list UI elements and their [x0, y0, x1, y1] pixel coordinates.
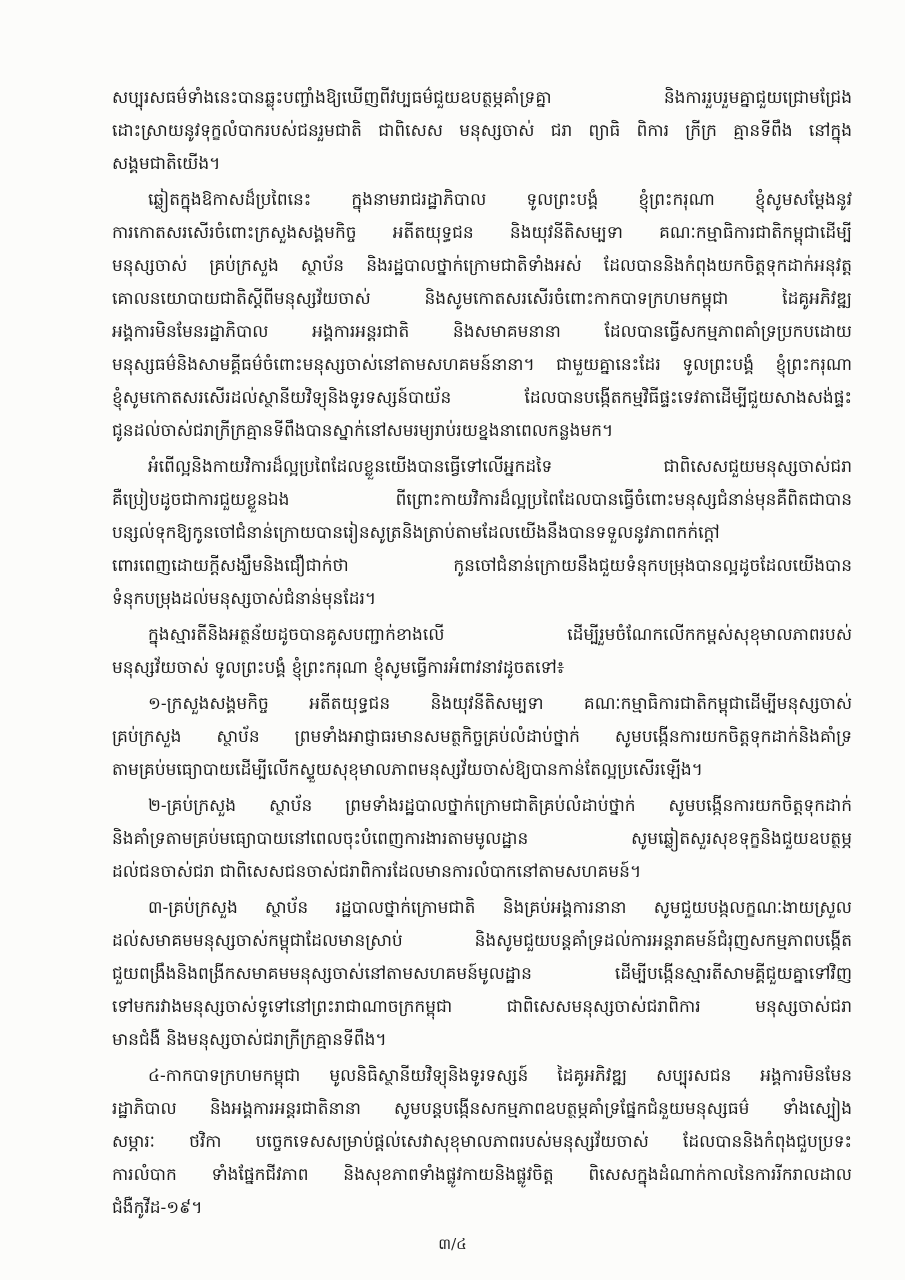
text-line: សប្បុរសធម៌ទាំងនេះបានឆ្លុះបញ្ចាំងឱ្យឃើញពីវប្បធម៌ជួយឧបត្ថម្ភគាំទ្រគ្នា និងការរួបរួមគ្នាជួយជ្រោមជ្រែង — [112, 88, 852, 108]
text-line: ក្នុងស្មារតីនិងអត្ថន័យដូចបានគូសបញ្ជាក់ខាងលើ ដើម្បីរួមចំណែកលើកកម្ពស់សុខុមាលភាពរបស់ — [148, 625, 852, 645]
text-line: មនុស្សវ័យចាស់ ទូលព្រះបង្គំ ខ្ញុំព្រះករុណា ខ្ញុំសូមធ្វើការអំពាវនាវដូចតទៅ៖ — [112, 658, 565, 678]
text-line: ការកោតសរសើរចំពោះក្រសួងសង្គមកិច្ច អតីតយុទ្ធជន និងយុវនីតិសម្បទា គណៈកម្មាធិការជាតិកម្ពុជាដើម្បី — [112, 223, 852, 243]
appeal-item-2 — [112, 790, 852, 889]
text-line: ដល់ជនចាស់ជរា ជាពិសេសជនចាស់ជរាពិការដែលមានការលំបាកនៅតាមសហគមន៍។ — [112, 862, 642, 882]
page-number: ៣/៤ — [438, 1235, 467, 1253]
text-line: ២-គ្រប់ក្រសួង ស្ថាប័ន ព្រមទាំងរដ្ឋបាលថ្នាក់ក្រោមជាតិគ្រប់លំដាប់ថ្នាក់ សូមបង្កើនការយកចិត្តទុកដាក់ — [148, 796, 852, 816]
text-line: ការលំបាក ទាំងផ្នែកជីវភាព និងសុខភាពទាំងផ្លូវកាយនិងផ្លូវចិត្ត ពិសេសក្នុងដំណាក់កាលនៃការរីករាលដាល — [112, 1165, 852, 1185]
paragraph-appeal-intro — [112, 619, 852, 685]
text-line: ខ្ញុំសូមកោតសរសើរដល់ស្ថានីយវិទ្យុនិងទូរទស្សន៍បាយ័ន ដែលបានបង្កើតកម្មវិធីផ្ទះទេវតាដើម្បីជួយសាងសង់ផ្ទះ — [112, 388, 852, 408]
text-line: គ្រប់ក្រសួង ស្ថាប័ន ព្រមទាំងអាជ្ញាធរមានសមត្ថកិច្ចគ្រប់លំដាប់ថ្នាក់ សូមបង្កើនការយកចិត្តទុកដាក់និងគាំទ្រ — [112, 727, 852, 747]
paragraph-acknowledgement — [112, 184, 852, 448]
text-line: រដ្ឋាភិបាល និងអង្គការអន្តរជាតិនានា សូមបន្តបង្កើនសកម្មភាពឧបត្ថម្ភគាំទ្រផ្នែកជំនួយមនុស្សធម៌ ទាំងស្បៀង — [112, 1099, 852, 1119]
text-line: គឺប្រៀបដូចជាការជួយខ្លួនឯង ពីព្រោះកាយវិការដ៏ល្អប្រពៃដែលបានធ្វើចំពោះមនុស្សជំនាន់មុនគឺពិតជាបាន — [112, 490, 852, 510]
text-line: មានជំងឺ និងមនុស្សចាស់ជរាក្រីក្រគ្មានទីពឹង។ — [112, 1030, 387, 1050]
paragraph-continuation — [112, 82, 852, 181]
text-line: ទំនុកបម្រុងដល់មនុស្សចាស់ជំនាន់មុនដែរ។ — [112, 589, 377, 609]
text-line: អំពើល្អនិងកាយវិការដ៏ល្អប្រពៃដែលខ្លួនយើងបានធ្វើទៅលើអ្នកដទៃ ជាពិសេសជួយមនុស្សចាស់ជរា — [148, 457, 852, 477]
text-line: ពោរពេញដោយក្តីសង្ឃឹមនិងជឿជាក់ថា កូនចៅជំនាន់ក្រោយនឹងជួយទំនុកបម្រុងបានល្អដូចដែលយើងបាន — [112, 556, 852, 576]
body-text — [112, 82, 852, 1225]
text-line: តាមគ្រប់មធ្យោបាយដើម្បីលើកស្ទួយសុខុមាលភាពមនុស្សវ័យចាស់ឱ្យបានកាន់តែល្អប្រសើរឡើង។ — [112, 760, 703, 780]
text-line: សម្ភារៈ ថវិកា បច្ចេកទេសសម្រាប់ផ្តល់សេវាសុខុមាលភាពរបស់មនុស្សវ័យចាស់ ដែលបាននិងកំពុងជួបប្រទះ — [112, 1132, 852, 1152]
appeal-item-3 — [112, 892, 852, 1057]
text-line: សង្គមជាតិយើង។ — [112, 154, 221, 174]
paragraph-good-deeds — [112, 451, 852, 616]
text-line: ជួយពង្រឹងនិងពង្រីកសមាគមមនុស្សចាស់នៅតាមសហគមន៍មូលដ្ឋាន ដើម្បីបង្កើនស្មារតីសាមគ្គីជួយគ្នាទៅវិញ — [112, 964, 852, 984]
text-line: ជូនដល់ចាស់ជរាក្រីក្រគ្មានទីពឹងបានស្នាក់នៅសមរម្យរាប់រយខ្នងនាពេលកន្លងមក។ — [112, 421, 614, 441]
text-line: ៤-កាកបាទក្រហមកម្ពុជា មូលនិធិស្ថានីយវិទ្យុនិងទូរទស្សន៍ ដៃគូអភិវឌ្ឍ សប្បុរសជន អង្គការមិនមែន — [148, 1066, 852, 1086]
text-line: ៣-គ្រប់ក្រសួង ស្ថាប័ន រដ្ឋបាលថ្នាក់ក្រោមជាតិ និងគ្រប់អង្គការនានា សូមជួយបង្កលក្ខណៈងាយស្រួល — [148, 898, 852, 918]
text-line: ជំងឺកូវីដ-១៩។ — [112, 1198, 203, 1218]
text-line: អង្គការមិនមែនរដ្ឋាភិបាល អង្គការអន្តរជាតិ និងសមាគមនានា ដែលបានធ្វើសកម្មភាពគាំទ្រប្រកបដោយ — [112, 322, 852, 342]
text-line: មនុស្សចាស់ គ្រប់ក្រសួង ស្ថាប័ន និងរដ្ឋបាលថ្នាក់ក្រោមជាតិទាំងអស់ ដែលបាននិងកំពុងយកចិត្តទុកដាក់អនុវត្ត — [112, 256, 852, 276]
text-line: បន្សល់ទុកឱ្យកូនចៅជំនាន់ក្រោយបានរៀនសូត្រនិងត្រាប់តាមដែលយើងនឹងបានទទួលនូវភាពកក់ក្តៅ — [112, 523, 720, 543]
appeal-item-4 — [112, 1060, 852, 1225]
text-line: ទៅមករវាងមនុស្សចាស់ទូទៅនៅព្រះរាជាណាចក្រកម្ពុជា ជាពិសេសមនុស្សចាស់ជរាពិការ មនុស្សចាស់ជរា — [112, 997, 852, 1017]
text-line: ឆ្លៀតក្នុងឱកាសដ៏ប្រពៃនេះ ក្នុងនាមរាជរដ្ឋាភិបាល ទូលព្រះបង្គំ ខ្ញុំព្រះករុណា ខ្ញុំសូមសម្តែងនូវ — [148, 190, 852, 210]
text-line: មនុស្សធម៌និងសាមគ្គីធម៌ចំពោះមនុស្សចាស់នៅតាមសហគមន៍នានា។ ជាមួយគ្នានេះដែរ ទូលព្រះបង្គំ ខ្ញុំព្រះករុណា — [112, 355, 852, 375]
text-line: គោលនយោបាយជាតិស្តីពីមនុស្សវ័យចាស់ និងសូមកោតសរសើរចំពោះកាកបាទក្រហមកម្ពុជា ដៃគូអភិវឌ្ឍ — [112, 289, 852, 309]
appeal-item-1 — [112, 688, 852, 787]
text-line: ដល់សមាគមមនុស្សចាស់កម្ពុជាដែលមានស្រាប់ និងសូមជួយបន្តគាំទ្រដល់ការអន្តរាគមន៍ជំរុញសកម្មភាពបង្កើត — [112, 931, 852, 951]
text-line: ដោះស្រាយនូវទុក្ខលំបាករបស់ជនរួមជាតិ ជាពិសេស មនុស្សចាស់ ជរា ព្យាធិ ពិការ ក្រីក្រ គ្មានទីពឹង នៅក្នុង — [112, 121, 852, 141]
text-line: និងគាំទ្រតាមគ្រប់មធ្យោបាយនៅពេលចុះបំពេញការងារតាមមូលដ្ឋាន សូមឆ្លៀតសួរសុខទុក្ខនិងជួយឧបត្ថម្ភ — [112, 829, 852, 849]
text-line: ១-ក្រសួងសង្គមកិច្ច អតីតយុទ្ធជន និងយុវនីតិសម្បទា គណៈកម្មាធិការជាតិកម្ពុជាដើម្បីមនុស្សចាស់ — [148, 694, 852, 714]
